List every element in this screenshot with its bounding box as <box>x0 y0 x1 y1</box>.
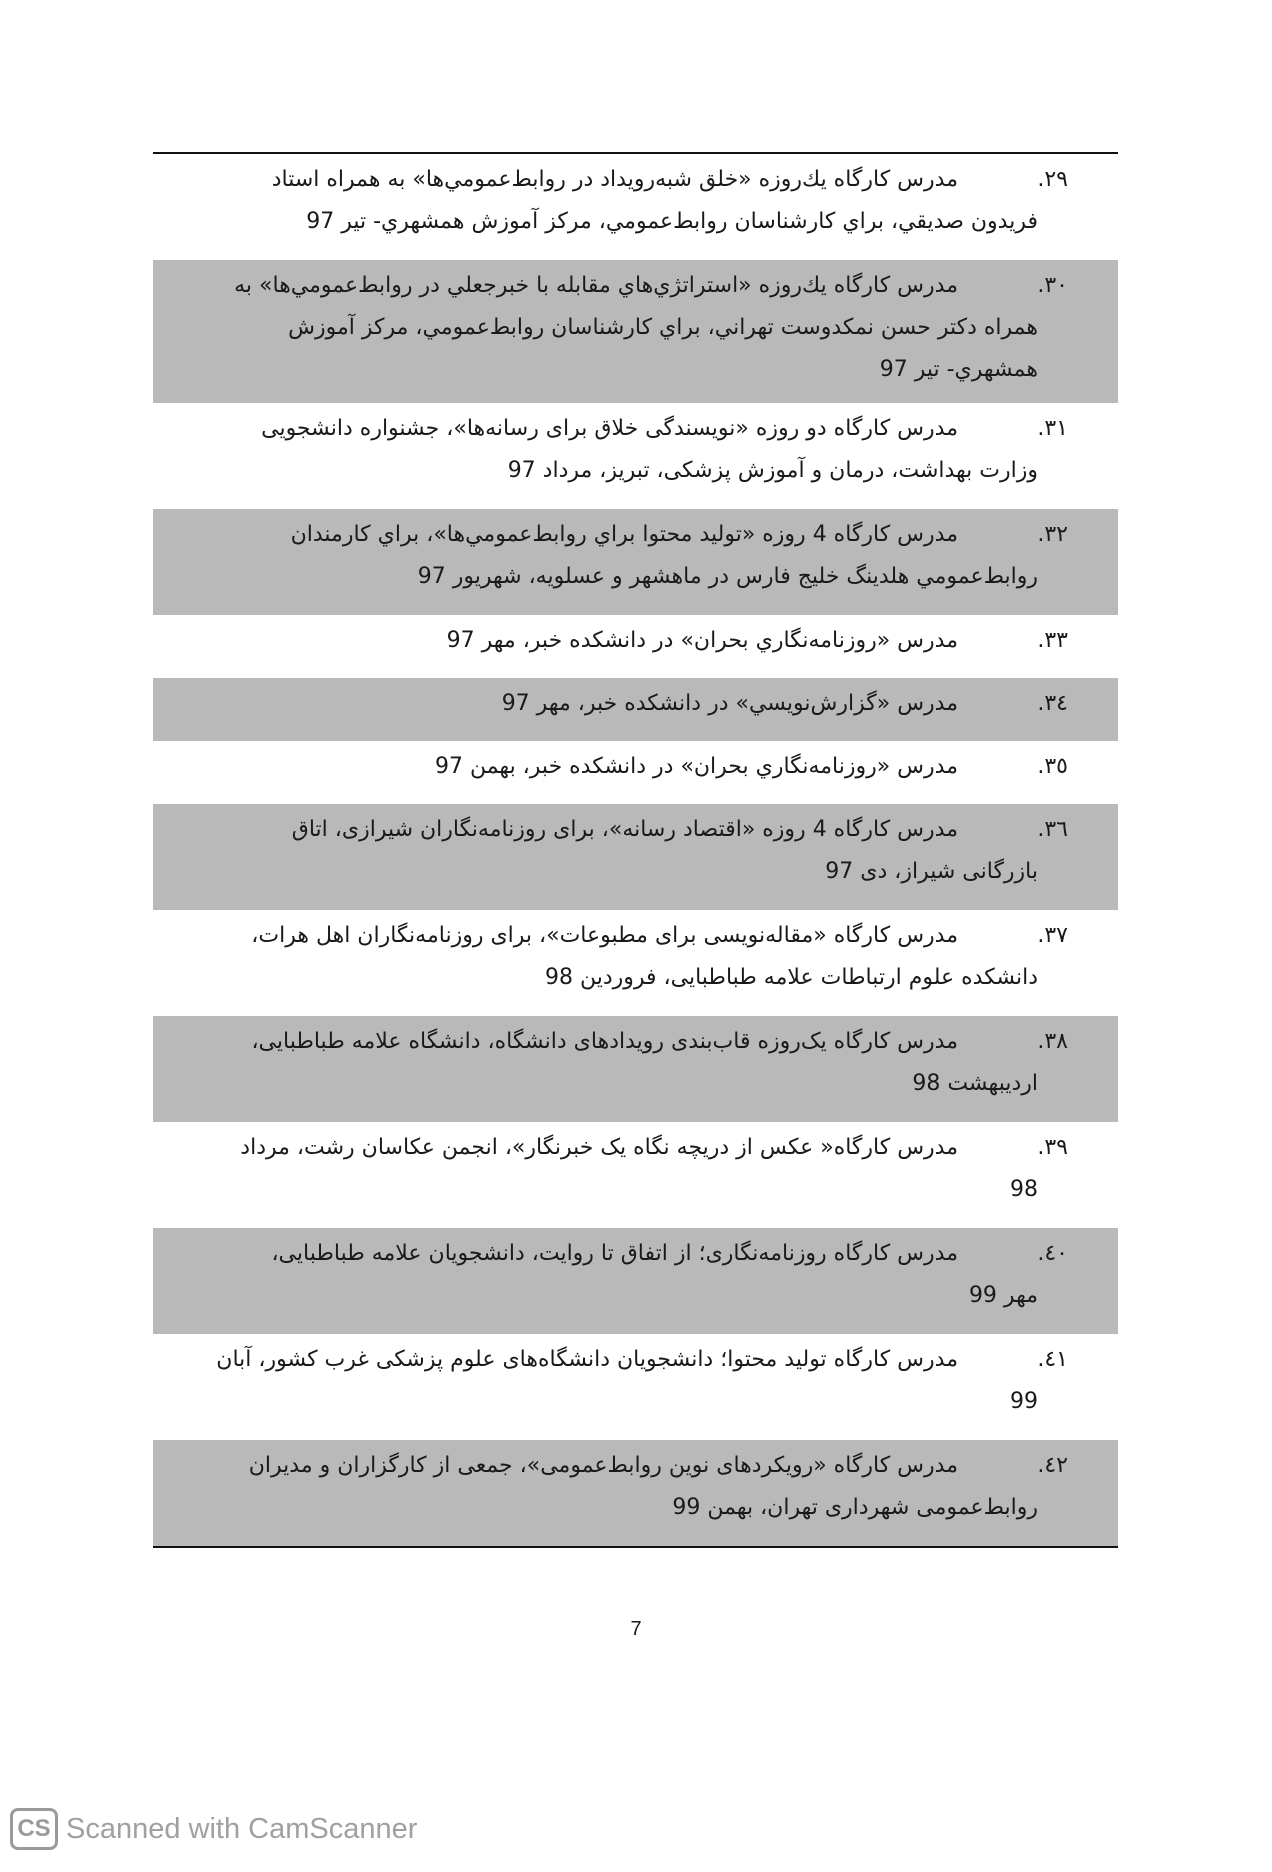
entry-line: مدرس کارگاه روزنامه‌نگاری؛ از اتفاق تا روایت، دانشجویان علامه طباطبایی، <box>271 1241 958 1266</box>
entry-line: مدرس کارگاه «مقاله‌نویسی برای مطبوعات»، برای روزنامه‌نگاران اهل هرات، <box>251 923 958 948</box>
entry-number: ٤٠. <box>1037 1241 1068 1266</box>
entry-number: ۳۰. <box>1037 273 1068 298</box>
entry-line: وزارت بهداشت، درمان و آموزش پزشکی، تبریز، مرداد 97 <box>507 458 1038 483</box>
entry-line: مدرس کارگاه یک‌روزه قاب‌بندی رویدادهای دانشگاه، دانشگاه علامه طباطبایی، <box>251 1029 958 1054</box>
entry-number: ۳۳. <box>1037 628 1068 653</box>
entry-text <box>161 746 958 788</box>
entry-line: مدرس «گزارش‌نويسي» در دانشكده خبر، مهر 97 <box>501 691 958 716</box>
entry-text <box>161 1339 1038 1423</box>
entry-line: مدرس کارگاه دو روزه «نویسندگی خلاق برای رسانه‌ها»، جشنواره دانشجویی <box>261 416 958 441</box>
table-row <box>153 804 1118 910</box>
entry-line: مدرس کارگاه« عکس از دریچه نگاه یک خبرنگار»، انجمن عکاسان رشت، مرداد <box>240 1135 958 1160</box>
table-row <box>153 509 1118 615</box>
entry-line: مدرس کارگاه 4 روزه «توليد محتوا براي روابط‌عمومي‌ها»، براي كارمندان <box>290 522 958 547</box>
entry-text <box>161 1445 1038 1529</box>
table-row <box>153 1122 1118 1228</box>
entry-text <box>161 159 1038 243</box>
watermark-text: Scanned with CamScanner <box>66 1812 418 1845</box>
table-row <box>153 1440 1118 1546</box>
entry-line: مدرس «روزنامه‌نگاري بحران» در دانشكده خبر، مهر 97 <box>446 628 958 653</box>
entry-number: ۳۸. <box>1037 1029 1068 1054</box>
entry-number: ۲۹. <box>1037 167 1068 192</box>
entry-line: مدرس کارگاه تولید محتوا؛ دانشجویان دانشگاه‌های علوم پزشکی غرب کشور، آبان <box>216 1347 958 1372</box>
entry-text <box>161 1233 1038 1317</box>
entry-line: همشهري- تير 97 <box>879 357 1038 382</box>
entries-table <box>153 152 1118 1548</box>
entry-line: مدرس کارگاه 4 روزه «اقتصاد رسانه»، برای روزنامه‌نگاران شیرازی، اتاق <box>291 817 958 842</box>
entry-line: اردیبهشت 98 <box>912 1071 1038 1096</box>
entry-line: مدرس «روزنامه‌نگاري بحران» در دانشكده خبر، بهمن 97 <box>434 754 958 779</box>
table-row <box>153 260 1118 403</box>
page-number: 7 <box>630 1618 642 1640</box>
entry-line: فريدون صديقي، براي كارشناسان روابط‌عمومي، مركز آموزش همشهري- تير 97 <box>306 209 1038 234</box>
table-row <box>153 678 1118 741</box>
entry-text <box>161 1021 1038 1105</box>
entry-number: ٤۲. <box>1037 1453 1068 1478</box>
entry-line: مدرس کارگاه يك‌روزه «استراتژي‌هاي مقابله با خبرجعلي در روابط‌عمومي‌ها» به <box>234 273 958 298</box>
entry-text <box>161 1127 1038 1211</box>
entry-number: ۳۹. <box>1037 1135 1068 1160</box>
entry-number: ٤١. <box>1037 1347 1068 1372</box>
entry-text <box>161 620 958 662</box>
entry-text <box>161 809 1038 893</box>
entry-line: روابط‌عمومی شهرداری تهران، بهمن 99 <box>672 1495 1038 1520</box>
camscanner-logo-icon: CS <box>10 1808 58 1850</box>
entry-text <box>161 265 1038 391</box>
table-row <box>153 1334 1118 1440</box>
entry-number: ۳۲. <box>1037 522 1068 547</box>
entry-line: مدرس کارگاه «رویکردهای نوین روابط‌عمومی»، جمعی از کارگزاران و مدیران <box>248 1453 958 1478</box>
entry-line: دانشکده علوم ارتباطات علامه طباطبایی، فروردین 98 <box>544 965 1038 990</box>
entry-line: 99 <box>1010 1389 1038 1414</box>
entry-number: ۳٥. <box>1037 754 1068 779</box>
table-row <box>153 741 1118 804</box>
table-row <box>153 910 1118 1016</box>
entry-number: ۳٤. <box>1037 691 1068 716</box>
entry-line: بازرگانی شیراز، دی 97 <box>825 859 1038 884</box>
entry-text <box>161 915 1038 999</box>
entry-line: مدرس کارگاه يك‌روزه «خلق شبه‌رويداد در روابط‌عمومي‌ها» به همراه استاد <box>271 167 958 192</box>
entry-text <box>161 408 1038 492</box>
entry-line: همراه دكتر حسن نمكدوست تهراني، براي كارشناسان روابط‌عمومي، مركز آموزش <box>288 315 1038 340</box>
entry-number: ۳٦. <box>1037 817 1068 842</box>
table-row <box>153 154 1118 260</box>
entry-line: مهر 99 <box>968 1283 1038 1308</box>
table-row <box>153 1016 1118 1122</box>
entry-text <box>161 683 958 725</box>
entry-line: 98 <box>1010 1177 1038 1202</box>
entry-number: ۳۷. <box>1037 923 1068 948</box>
entry-text <box>161 514 1038 598</box>
camscanner-watermark <box>10 1808 417 1850</box>
entry-number: ۳۱. <box>1037 416 1068 441</box>
entry-line: روابط‌عمومي هلدينگ خليج فارس در ماهشهر و عسلويه، شهريور 97 <box>417 564 1038 589</box>
table-row <box>153 1228 1118 1334</box>
table-row <box>153 615 1118 678</box>
table-row <box>153 403 1118 509</box>
